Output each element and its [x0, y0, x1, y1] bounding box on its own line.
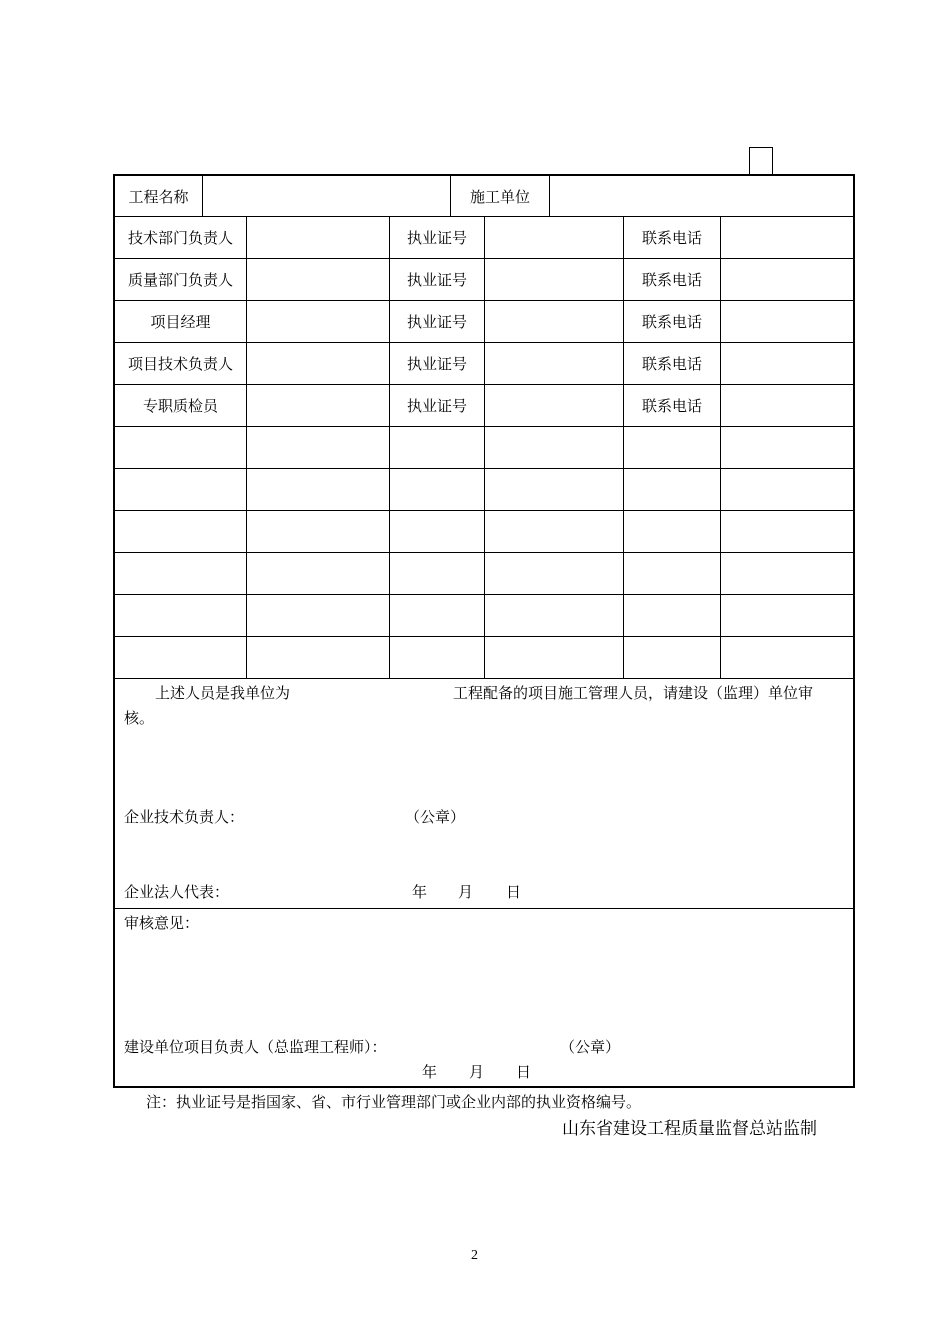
declaration-day: 日	[506, 883, 522, 901]
declaration-year: 年	[412, 883, 428, 901]
contractor-label: 施工单位	[469, 187, 530, 206]
cert-label: 执业证号	[406, 313, 467, 331]
cert-label: 执业证号	[406, 229, 467, 247]
role-tech-dept-head: 技术部门负责人	[127, 229, 233, 247]
col-divider	[484, 216, 485, 678]
cert-label: 执业证号	[406, 397, 467, 415]
review-opinion-label: 审核意见：	[124, 914, 200, 932]
phone-label: 联系电话	[641, 397, 702, 415]
phone-label: 联系电话	[641, 355, 702, 373]
role-project-manager: 项目经理	[150, 313, 211, 331]
row-divider	[115, 678, 853, 679]
cert-label: 执业证号	[406, 355, 467, 373]
legal-rep-label: 企业法人代表：	[124, 883, 230, 901]
phone-label: 联系电话	[641, 271, 702, 289]
role-quality-dept-head: 质量部门负责人	[127, 271, 233, 289]
issuer-label: 山东省建设工程质量监督总站监制	[562, 1119, 817, 1139]
review-year: 年	[422, 1063, 438, 1081]
role-project-tech-head: 项目技术负责人	[127, 355, 233, 373]
col-divider	[720, 216, 721, 678]
review-seal-label: （公章）	[560, 1038, 621, 1056]
col-divider	[246, 216, 247, 678]
section-divider	[115, 908, 853, 909]
page-number: 2	[471, 1248, 478, 1263]
review-month: 月	[469, 1063, 485, 1081]
reviewer-label: 建设单位项目负责人（总监理工程师）：	[124, 1038, 387, 1056]
company-seal-label: （公章）	[405, 808, 466, 826]
phone-label: 联系电话	[641, 313, 702, 331]
phone-label: 联系电话	[641, 229, 702, 247]
declaration-line1-prefix: 上述人员是我单位为	[155, 684, 291, 702]
footnote: 注：执业证号是指国家、省、市行业管理部门或企业内部的执业资格编号。	[146, 1093, 642, 1111]
corner-box	[749, 147, 773, 174]
cert-label: 执业证号	[406, 271, 467, 289]
declaration-line1-suffix: 工程配备的项目施工管理人员，请建设（监理）单位审	[453, 684, 814, 702]
registration-form	[113, 174, 855, 1088]
review-day: 日	[516, 1063, 532, 1081]
project-name-field[interactable]	[203, 176, 450, 216]
contractor-field[interactable]	[550, 176, 855, 216]
declaration-line2: 核。	[124, 709, 155, 727]
tech-head-label: 企业技术负责人：	[124, 808, 245, 826]
project-name-label: 工程名称	[128, 187, 189, 206]
role-quality-inspector: 专职质检员	[142, 397, 218, 415]
declaration-month: 月	[458, 883, 474, 901]
